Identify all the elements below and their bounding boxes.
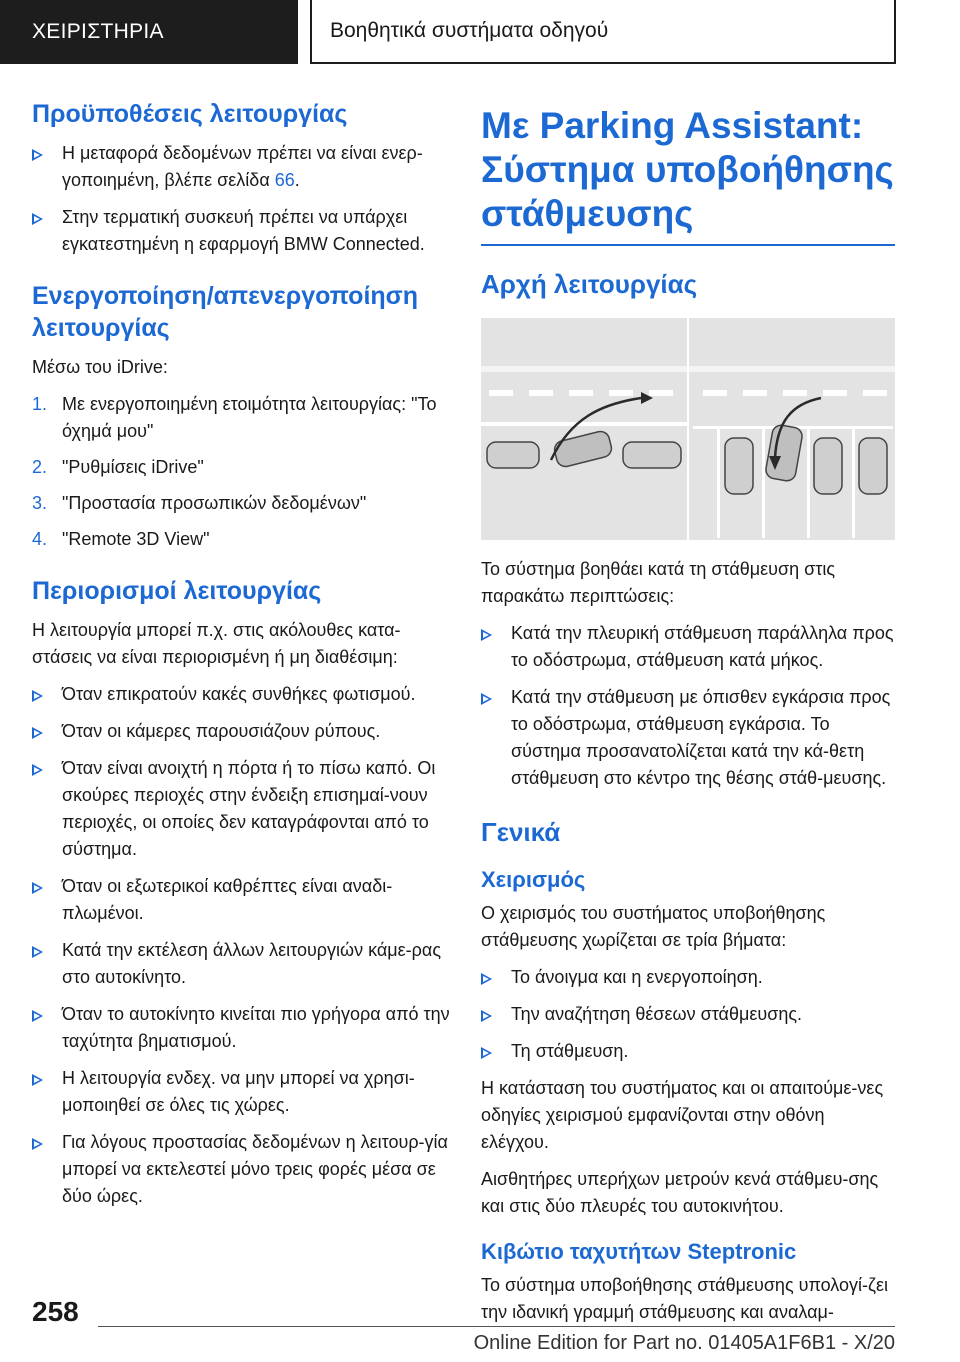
triangle-bullet-icon [32, 764, 43, 776]
header-section-label: ΧΕΙΡΙΣΤΗΡΙΑ [32, 20, 164, 43]
step-text: "Remote 3D View" [62, 529, 210, 549]
step-item [32, 526, 450, 553]
step-item [32, 391, 450, 445]
step-number: 4. [32, 529, 48, 549]
list-item [481, 620, 895, 674]
step-text: Με ενεργοποιημένη ετοιμότητα λειτουργίας: "Το όχημά μου" [62, 394, 437, 441]
triangle-bullet-icon [32, 1138, 43, 1150]
triangle-bullet-icon [32, 213, 43, 225]
main-title: Με Parking Assistant: Σύστημα υποβοήθησης στάθμευσης [481, 105, 894, 234]
list-item [32, 1001, 450, 1055]
parking-diagram-icon [481, 318, 895, 540]
list-item [32, 755, 450, 863]
right-column [481, 104, 895, 1336]
operation-paragraph-1: Η κατάσταση του συστήματος και οι απαιτούμε‐νες οδηγίες χειρισμού εμφανίζονται στην οθόνη ελέγχου. [481, 1078, 884, 1152]
prereq-title: Προϋποθέσεις λειτουργίας [32, 100, 348, 128]
triangle-bullet-icon [32, 690, 43, 702]
step-text: "Ρυθμίσεις iDrive" [62, 457, 204, 477]
principle-intro: Το σύστημα βοηθάει κατά τη στάθμευση στις παρακάτω περιπτώσεις: [481, 559, 836, 606]
triangle-bullet-icon [32, 1074, 43, 1086]
page-number: 258 [32, 1296, 79, 1327]
item-text: Κατά την στάθμευση με όπισθεν εγκάρσια προς το οδόστρωμα, στάθμευση εγκάρσια. Το σύστημα προσανατολίζεται κατά την κά‐θετη στάθμευση στο κέντρο της θέσης στάθ‐μευσης. [511, 687, 891, 788]
triangle-bullet-icon [32, 882, 43, 894]
prereq-list [32, 140, 450, 258]
footer-edition: Online Edition for Part no. 01405A1F6B1 - X/20 [473, 1332, 895, 1354]
list-item [481, 1038, 895, 1065]
step-number: 1. [32, 394, 48, 414]
triangle-bullet-icon [481, 1010, 492, 1022]
list-item [32, 204, 450, 258]
step-number: 2. [32, 457, 48, 477]
footer-rule [98, 1326, 895, 1327]
triangle-bullet-icon [32, 149, 43, 161]
steptronic-title: Κιβώτιο ταχυτήτων Steptronic [481, 1239, 797, 1264]
page-link[interactable]: 66 [274, 170, 295, 190]
general-title: Γενικά [481, 817, 561, 847]
parking-illustration [481, 318, 895, 540]
list-item [32, 937, 450, 991]
limits-list [32, 681, 450, 1210]
item-text: Κατά την πλευρική στάθμευση παράλληλα προς το οδόστρωμα, στάθμευση κατά μήκος. [511, 623, 894, 670]
activation-title: Ενεργοποίηση/απενεργοποίηση λειτουργίας [32, 282, 419, 342]
list-item [32, 681, 450, 708]
operation-intro: Ο χειρισμός του συστήματος υποβοήθησης στάθμευσης χωρίζεται σε τρία βήματα: [481, 903, 826, 950]
triangle-bullet-icon [32, 1010, 43, 1022]
item-text: Όταν επικρατούν κακές συνθήκες φωτισμού. [62, 684, 416, 704]
operation-list [481, 964, 895, 1065]
list-item [481, 1001, 895, 1028]
triangle-bullet-icon [481, 973, 492, 985]
header-section [0, 0, 298, 64]
header-chapter [310, 0, 896, 64]
principle-list [481, 620, 895, 792]
item-text: Όταν είναι ανοιχτή η πόρτα ή το πίσω καπό. Οι σκούρες περιοχές στην ένδειξη επισημαί‐νουν περιοχές, οι οποίες δεν καταγράφονται από το σύστημα. [62, 758, 436, 859]
operation-title: Χειρισμός [481, 867, 586, 892]
item-text: Όταν οι κάμερες παρουσιάζουν ρύπους. [62, 721, 381, 741]
step-number: 3. [32, 493, 48, 513]
item-text: Όταν οι εξωτερικοί καθρέπτες είναι αναδι‐πλωμένοι. [62, 876, 393, 923]
list-item [32, 140, 450, 194]
activation-intro: Μέσω του iDrive: [32, 357, 168, 377]
step-item [32, 454, 450, 481]
item-text: Η λειτουργία ενδεχ. να μην μπορεί να χρησι‐μοποιηθεί σε όλες τις χώρες. [62, 1068, 415, 1115]
triangle-bullet-icon [481, 629, 492, 641]
triangle-bullet-icon [481, 1047, 492, 1059]
item-text: Όταν το αυτοκίνητο κινείται πιο γρήγορα από την ταχύτητα βηματισμού. [62, 1004, 450, 1051]
list-item [32, 873, 450, 927]
title-rule [481, 244, 895, 246]
list-item [32, 1065, 450, 1119]
list-item [481, 964, 895, 991]
steptronic-paragraph: Το σύστημα υποβοήθησης στάθμευσης υπολογί‐ζει την ιδανική γραμμή στάθμευσης και αναλαμ‐ [481, 1275, 888, 1322]
item-text: Την αναζήτηση θέσεων στάθμευσης. [511, 1004, 803, 1024]
operation-paragraph-2: Αισθητήρες υπερήχων μετρούν κενά στάθμευ‐σης και στις δύο πλευρές του αυτοκινήτου. [481, 1169, 879, 1216]
header-chapter-label: Βοηθητικά συστήματα οδηγού [330, 19, 609, 42]
item-text: Στην τερματική συσκευή πρέπει να υπάρχει εγκατεστημένη η εφαρμογή BMW Connected. [62, 207, 425, 254]
steps-list [32, 391, 450, 553]
item-text: Για λόγους προστασίας δεδομένων η λειτουρ‐γία μπορεί να εκτελεστεί μόνο τρεις φορές μέσα σε δύο ώρες. [62, 1132, 448, 1206]
limits-title: Περιορισμοί λειτουργίας [32, 577, 322, 605]
limits-intro: Η λειτουργία μπορεί π.χ. στις ακόλουθες κατα‐στάσεις να είναι περιορισμένη ή μη διαθέσιμη: [32, 620, 401, 667]
item-text: Το άνοιγμα και η ενεργοποίηση. [511, 967, 763, 987]
triangle-bullet-icon [481, 693, 492, 705]
item-text-end: . [294, 170, 300, 190]
triangle-bullet-icon [32, 946, 43, 958]
item-text: Κατά την εκτέλεση άλλων λειτουργιών κάμε‐ρας στο αυτοκίνητο. [62, 940, 441, 987]
step-text: "Προστασία προσωπικών δεδομένων" [62, 493, 367, 513]
list-item [32, 718, 450, 745]
step-item [32, 490, 450, 517]
left-column [32, 98, 450, 1220]
item-text: Η μεταφορά δεδομένων πρέπει να είναι ενερ‐γοποιημένη, βλέπε σελίδα [62, 143, 423, 190]
list-item [481, 684, 895, 792]
list-item [32, 1129, 450, 1210]
item-text: Τη στάθμευση. [511, 1041, 629, 1061]
triangle-bullet-icon [32, 727, 43, 739]
principle-title: Αρχή λειτουργίας [481, 269, 698, 299]
